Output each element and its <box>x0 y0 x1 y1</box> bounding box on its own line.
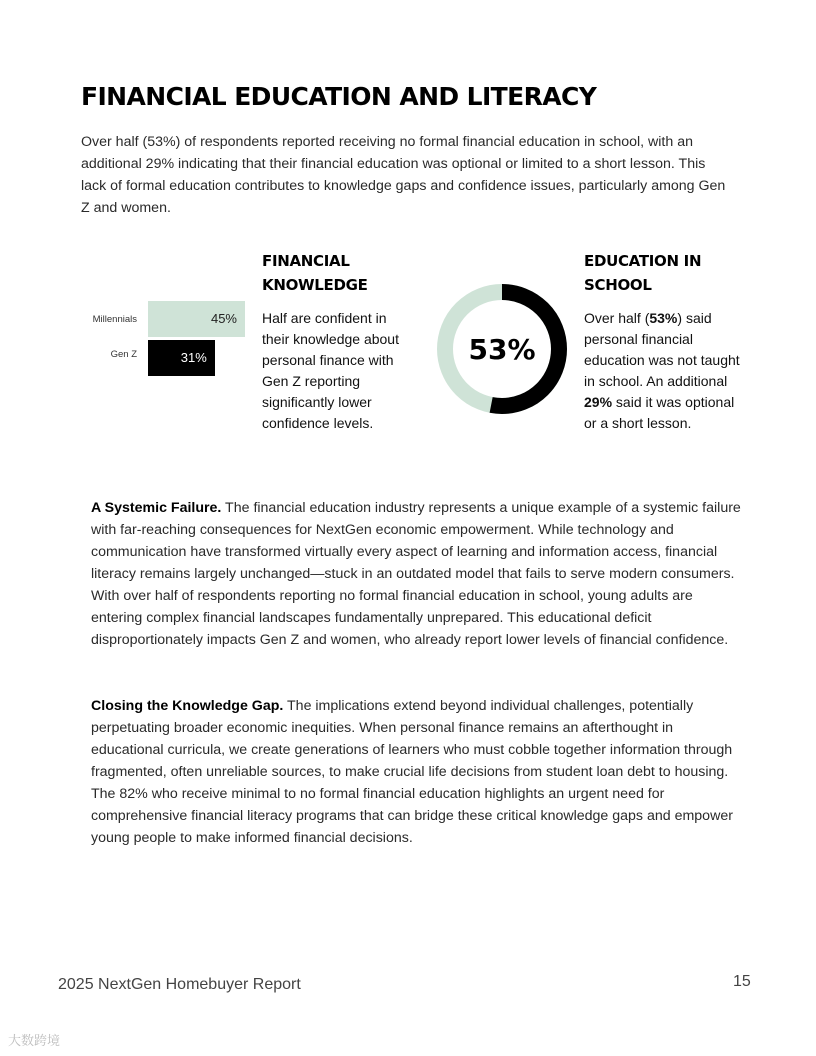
edu-body-part3: said it was optional or a short lesson. <box>584 394 735 431</box>
bar-label-millennials: Millennials <box>92 314 137 325</box>
bar-millennials: 45% <box>148 301 245 337</box>
systemic-failure-lead: A Systemic Failure. <box>91 500 222 516</box>
footer-report-name: 2025 NextGen Homebuyer Report <box>58 976 301 993</box>
footer-page-number: 15 <box>733 973 751 990</box>
education-in-school-body <box>584 308 744 434</box>
financial-knowledge-heading-line1: FINANCIAL <box>262 252 350 270</box>
financial-knowledge-body: Half are confident in their knowledge about personal finance with Gen Z reporting significantly lower confidence levels. <box>262 310 399 431</box>
education-in-school-heading <box>584 249 701 297</box>
knowledge-gap-lead: Closing the Knowledge Gap. <box>91 698 284 714</box>
education-in-school-heading-line1: EDUCATION IN <box>584 252 702 270</box>
school-education-donut <box>437 284 567 414</box>
bar-gen-z: 31% <box>148 340 215 376</box>
page-title: FINANCIAL EDUCATION AND LITERACY <box>81 82 597 111</box>
intro-paragraph: Over half (53%) of respondents reported receiving no formal financial education in school, with an additional 29% indicating that their financial education was optional or limited to a short lesson. This lack of formal education contributes to knowledge gaps and confidence issues, particularly among Gen Z and women. <box>81 134 726 216</box>
watermark-logo: 大数跨境 <box>8 1033 61 1048</box>
knowledge-gap-text: The implications extend beyond individual challenges, potentially perpetuating broader economic inequities. When personal finance remains an afterthought in educational curricula, we create generations of learners who must cobble together information through fragmented, often unreliable sources, to make crucial life decisions from student loan debt to housing. The 82% who receive minimal to no formal financial education highlights an urgent need for comprehensive financial literacy programs that can bridge these critical knowledge gaps and empower young people to make informed financial decisions. <box>91 698 733 846</box>
systemic-failure-paragraph <box>91 497 741 651</box>
systemic-failure-text: The financial education industry represents a unique example of a systemic failure with far-reaching consequences for NextGen economic empowerment. While technology and communication have transformed virtually every aspect of learning and information access, financial literacy remains largely unchanged—stuck in an outdated model that fails to serve modern consumers. With over half of respondents reporting no formal financial education in school, young adults are entering complex financial landscapes fundamentally unprepared. This educational deficit disproportionately impacts Gen Z and women, who already report lower levels of financial confidence. <box>91 500 741 648</box>
donut-center-label: 53% <box>468 333 536 366</box>
financial-knowledge-heading-line2: KNOWLEDGE <box>262 276 368 294</box>
financial-knowledge-heading <box>262 249 368 297</box>
edu-body-part2: ) said personal financial education was not taught in school. An additional <box>584 310 740 389</box>
bar-label-gen-z: Gen Z <box>110 349 137 360</box>
edu-body-part1: Over half ( <box>584 310 650 326</box>
edu-body-bold-53: 53% <box>649 310 678 326</box>
education-in-school-heading-line2: SCHOOL <box>584 276 652 294</box>
knowledge-gap-paragraph <box>91 695 741 849</box>
edu-body-bold-29: 29% <box>584 394 613 410</box>
